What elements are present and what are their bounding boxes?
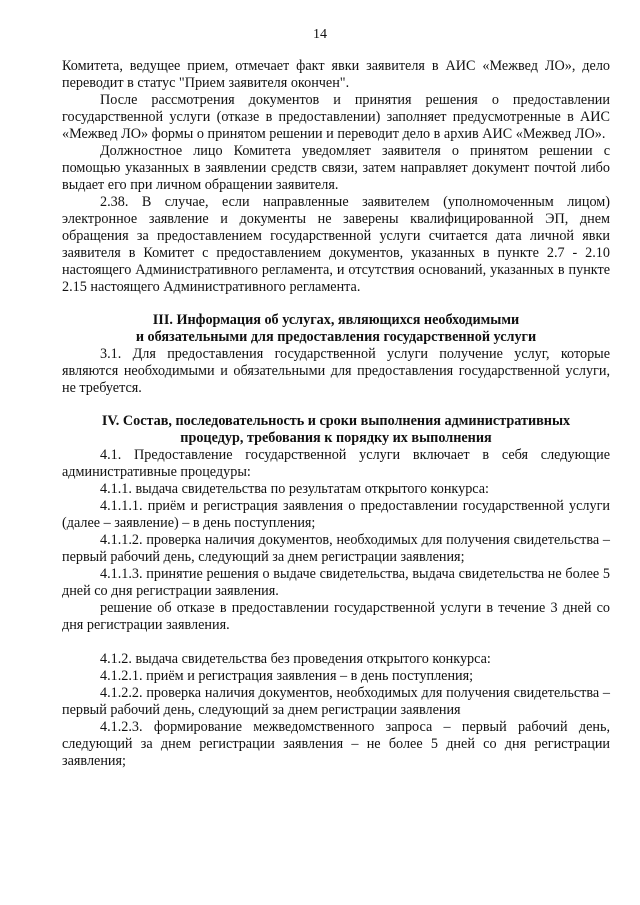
paragraph-4-1: 4.1. Предоставление государственной услуги включает в себя следующие административные процедуры: bbox=[62, 447, 610, 480]
paragraph-4-1-1-3: 4.1.1.3. принятие решения о выдаче свидетельства, выдача свидетельства не более 5 дней со дня регистрации заявления. bbox=[62, 566, 610, 599]
page-number: 14 bbox=[313, 27, 327, 42]
paragraph-4-1-2-3: 4.1.2.3. формирование межведомственного запроса – первый рабочий день, следующий за днем регистрации заявления – не более 5 дней со дня регистрации заявления; bbox=[62, 719, 610, 769]
paragraph-4-1-1-2: 4.1.1.2. проверка наличия документов, необходимых для получения свидетельства – первый рабочий день, следующий за днем регистрации заявления; bbox=[62, 532, 610, 565]
document-body bbox=[62, 58, 610, 770]
paragraph-after-review: После рассмотрения документов и принятия решения о предоставлении государственной услуги (отказе в предоставлении) заполняет предусмотренные в АИС «Межвед ЛО» формы о принятом решении и переводит дело в архив АИС «Межвед ЛО». bbox=[62, 92, 610, 142]
section-3-heading-line-2: и обязательными для предоставления государственной услуги bbox=[135, 329, 537, 345]
paragraph-3-1: 3.1. Для предоставления государственной услуги получение услуг, которые являются необходимыми и обязательными для предоставления государственной услуги, не требуется. bbox=[62, 346, 610, 396]
section-4-heading-line-1: IV. Состав, последовательность и сроки выполнения административных bbox=[101, 413, 571, 429]
paragraph-2-38: 2.38. В случае, если направленные заявителем (уполномоченным лицом) электронное заявление и документы не заверены квалифицированной ЭП, днем обращения за предоставлением государственной услуги считается дата личной явки заявителя в Комитет с предоставлением документов, указанных в пункте 2.7 - 2.10 настоящего Административного регламента, и отсутствия оснований, указанных в пункте 2.15 настоящего Административного регламента. bbox=[62, 194, 610, 295]
section-4-heading-line-2: процедур, требования к порядку их выполнения bbox=[180, 430, 492, 446]
section-3-heading-line-1: III. Информация об услугах, являющихся необходимыми bbox=[152, 312, 520, 328]
paragraph-4-1-1: 4.1.1. выдача свидетельства по результатам открытого конкурса: bbox=[100, 481, 489, 497]
paragraph-4-1-1-1: 4.1.1.1. приём и регистрация заявления о предоставлении государственной услуги (далее – заявление) – в день поступления; bbox=[62, 498, 610, 531]
paragraph-refusal-decision: решение об отказе в предоставлении государственной услуги в течение 3 дней со дня регистрации заявления. bbox=[62, 600, 610, 633]
paragraph-4-1-2-1: 4.1.2.1. приём и регистрация заявления – в день поступления; bbox=[100, 668, 474, 684]
paragraph-continuation: Комитета, ведущее прием, отмечает факт явки заявителя в АИС «Межвед ЛО», дело переводит в статус "Прием заявителя окончен". bbox=[62, 58, 610, 91]
paragraph-notification: Должностное лицо Комитета уведомляет заявителя о принятом решении с помощью указанных в заявлении средств связи, затем направляет документ почтой либо выдает его при личном обращении заявителя. bbox=[62, 143, 610, 193]
paragraph-4-1-2: 4.1.2. выдача свидетельства без проведения открытого конкурса: bbox=[100, 651, 491, 667]
paragraph-4-1-2-2: 4.1.2.2. проверка наличия документов, необходимых для получения свидетельства – первый рабочий день, следующий за днем регистрации заявления bbox=[62, 685, 610, 718]
